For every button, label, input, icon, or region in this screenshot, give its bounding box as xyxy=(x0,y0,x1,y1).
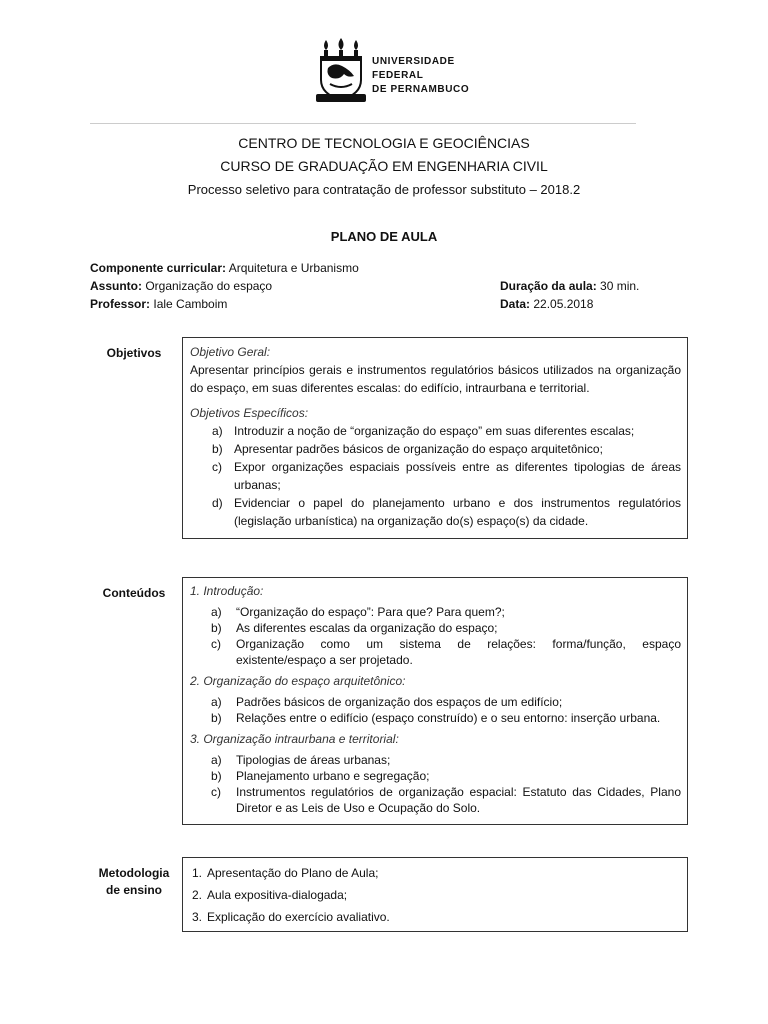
list-item: b) Planejamento urbano e segregação; xyxy=(211,769,430,783)
university-name xyxy=(372,55,469,97)
process-heading: Processo seletivo para contratação de professor substituto – 2018.2 xyxy=(187,182,581,197)
metodologia-list xyxy=(190,862,681,928)
data-field xyxy=(500,297,593,311)
list-item: b) As diferentes escalas da organização do espaço; xyxy=(211,621,498,635)
objetivo-geral-title: Objetivo Geral: xyxy=(190,345,271,359)
list-item: a) Introduzir a noção de “organização do espaço” em suas diferentes escalas; xyxy=(212,424,635,438)
meta-row-assunto xyxy=(90,279,650,297)
data-label: Data: xyxy=(500,297,531,311)
list-item: c) Expor organizações espaciais possíveis entre as diferentes tipologias de áreas urbanas; xyxy=(212,460,681,492)
list-item: b) Apresentar padrões básicos de organização do espaço arquitetônico; xyxy=(212,442,603,456)
university-name-line1: UNIVERSIDADE xyxy=(372,56,455,67)
conteudo-section-3-title: 3. Organização intraurbana e territorial: xyxy=(190,732,399,746)
meta-row-componente xyxy=(90,261,650,279)
list-item: b) Relações entre o edifício (espaço construído) e o seu entorno: inserção urbana. xyxy=(211,711,661,725)
conteudo-section-2-list xyxy=(190,694,681,726)
document-title: PLANO DE AULA xyxy=(330,229,438,244)
metodologia-label-line1: Metodologia xyxy=(98,866,170,880)
meta-row-professor xyxy=(90,297,650,315)
list-item: 2. Aula expositiva-dialogada; xyxy=(192,888,348,902)
metodologia-box xyxy=(182,857,688,932)
list-item: a) Padrões básicos de organização dos espaços de um edifício; xyxy=(211,695,563,709)
objetivos-especificos-list xyxy=(190,422,681,530)
conteudo-section-2-title: 2. Organização do espaço arquitetônico: xyxy=(190,674,406,688)
duracao-value: 30 min. xyxy=(596,279,640,293)
header-divider xyxy=(90,123,636,124)
list-item: 1. Apresentação do Plano de Aula; xyxy=(192,866,379,880)
objetivos-box xyxy=(182,337,688,539)
university-name-line2: FEDERAL xyxy=(372,70,424,81)
conteudo-section-3-list xyxy=(190,752,681,816)
professor-value: Iale Camboim xyxy=(150,297,228,311)
conteudo-section-1-list xyxy=(190,604,681,668)
professor-label: Professor: xyxy=(90,297,151,311)
lesson-metadata xyxy=(90,261,650,315)
university-name-line3: DE PERNAMBUCO xyxy=(372,84,470,95)
objetivos-label: Objetivos xyxy=(106,346,162,360)
componente-label: Componente curricular: xyxy=(90,261,227,275)
metodologia-label-line2: de ensino xyxy=(105,883,162,897)
course-heading: CURSO DE GRADUAÇÃO EM ENGENHARIA CIVIL xyxy=(220,158,548,174)
conteudos-box xyxy=(182,577,688,825)
list-item: d) Evidenciar o papel do planejamento urbano e dos instrumentos regulatórios (legislação urbanística) na organização do(s) espaço(s) da cidade. xyxy=(212,496,681,528)
componente-value: Arquitetura e Urbanismo xyxy=(226,261,359,275)
metodologia-label xyxy=(90,865,178,899)
data-value: 22.05.2018 xyxy=(530,297,594,311)
list-item: a) “Organização do espaço”: Para que? Para quem?; xyxy=(211,605,505,619)
objetivos-especificos-title: Objetivos Específicos: xyxy=(190,406,309,420)
list-item: a) Tipologias de áreas urbanas; xyxy=(211,753,391,767)
conteudo-section-1-title: 1. Introdução: xyxy=(190,584,264,598)
conteudos-label: Conteúdos xyxy=(102,586,166,600)
list-item: c) Instrumentos regulatórios de organização espacial: Estatuto das Cidades, Plano Diretor e as Leis de Uso e Ocupação do Solo. xyxy=(211,785,681,815)
assunto-label: Assunto: xyxy=(90,279,142,293)
objetivo-geral-text: Apresentar princípios gerais e instrumentos regulatórios básicos utilizados na organização do espaço, em suas diferentes escalas: do edifício, intraurbana e territorial. xyxy=(190,363,681,395)
list-item: 3. Explicação do exercício avaliativo. xyxy=(192,910,390,924)
duracao-field xyxy=(500,279,639,293)
university-crest-logo xyxy=(312,38,370,108)
assunto-value: Organização do espaço xyxy=(142,279,273,293)
duracao-label: Duração da aula: xyxy=(500,279,597,293)
center-heading: CENTRO DE TECNOLOGIA E GEOCIÊNCIAS xyxy=(238,135,530,151)
list-item: c) Organização como um sistema de relações: forma/função, espaço existente/espaço a ser projetado. xyxy=(211,637,681,667)
